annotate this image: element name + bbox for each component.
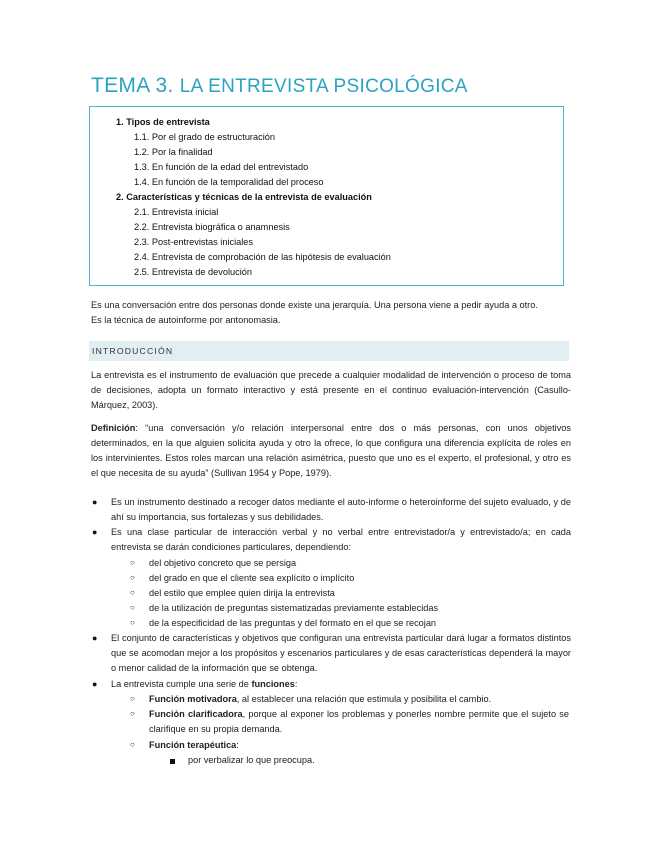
circle-bullet-icon: ○ xyxy=(130,694,135,703)
toc-item: 2.5. Entrevista de devolución xyxy=(134,267,252,277)
toc-item: 2.3. Post-entrevistas iniciales xyxy=(134,237,253,247)
function-label: Función motivadora xyxy=(149,694,237,704)
section-heading-band xyxy=(89,341,569,361)
function-item xyxy=(149,692,491,707)
function-label: Función terapéutica xyxy=(149,740,237,750)
bullet-icon: ● xyxy=(92,527,98,537)
bullet-text: Es un instrumento destinado a recoger datos mediante el auto-informe o heteroinforme del sujeto evaluado, y de ahí su importancia, sus fortalezas y sus debilidades. xyxy=(111,497,571,522)
toc-item: 1.2. Por la finalidad xyxy=(134,147,213,157)
sub-bullet-text: de la utilización de preguntas sistematizadas previamente establecidas xyxy=(149,603,439,613)
square-bullet-icon xyxy=(170,759,175,764)
sub-bullet-text: del objetivo concreto que se persiga xyxy=(149,558,297,568)
circle-bullet-icon: ○ xyxy=(130,603,135,612)
functions-label: funciones xyxy=(251,679,295,689)
definition-text: : “una conversación y/o relación interpersonal entre dos o más personas, con unos objetivos determinados, en la que alguien solicita ayuda y otro la ofrece, lo que configura una diferencia explícita de roles en los intervinientes. Estos roles marcan una relación asimétrica, puesto que uno es el experto, el profesional, y otro es el que necesita de su ayuda” (Sullivan 1954 y Pope, 1979). xyxy=(91,423,571,478)
intro-line: Es una conversación entre dos personas donde existe una jerarquía. Una persona viene a pedir ayuda a otro. xyxy=(91,300,538,310)
title-number: TEMA 3. xyxy=(91,74,174,97)
circle-bullet-icon: ○ xyxy=(130,740,135,749)
sub-bullet-text: del estilo que emplee quien dirija la entrevista xyxy=(149,588,335,598)
function-text: : xyxy=(236,740,239,750)
circle-bullet-icon: ○ xyxy=(130,558,135,567)
toc-item: 1.4. En función de la temporalidad del proceso xyxy=(134,177,324,187)
circle-bullet-icon: ○ xyxy=(130,573,135,582)
circle-bullet-icon: ○ xyxy=(130,588,135,597)
definition-paragraph xyxy=(91,421,571,481)
table-of-contents xyxy=(89,106,564,286)
bullet-text: Es una clase particular de interacción verbal y no verbal entre entrevistador/a y entrevistado/a; en cada entrevista se darán condiciones particulares, dependiendo: xyxy=(111,527,571,552)
intro-line: Es la técnica de autoinforme por antonomasia. xyxy=(91,315,281,325)
sub-bullet-text: del grado en que el cliente sea explícito o implícito xyxy=(149,573,355,583)
definition-label: Definición xyxy=(91,423,136,433)
sub-bullet-text: de la especificidad de las preguntas y del formato en el que se recojan xyxy=(149,618,437,628)
intro-paragraph: La entrevista es el instrumento de evaluación que precede a cualquier modalidad de intervención o proceso de toma de decisiones, adopta un formato interactivo y está presente en el continuo evaluación-intervención (Casullo-Márquez, 2003). xyxy=(91,370,571,410)
bullet-icon: ● xyxy=(92,497,98,507)
bullet-text: El conjunto de características y objetivos que configuran una entrevista particular dará lugar a formatos distintos que se acomodan mejor a los propósitos y escenarios particulares y de esas características dependerá la mayor o menor calidad de la información que se obtenga. xyxy=(111,633,571,673)
function-item xyxy=(149,738,239,753)
section-heading: INTRODUCCIÓN xyxy=(92,346,174,356)
toc-item: 2.1. Entrevista inicial xyxy=(134,207,219,217)
circle-bullet-icon: ○ xyxy=(130,618,135,627)
bullet-text-part: : xyxy=(294,679,298,689)
function-text: , porque al exponer los problemas y ponerles nombre permite que el sujeto se clarifique en su propia demanda. xyxy=(149,709,569,734)
function-text: , al establecer una relación que estimula y posibilita el cambio. xyxy=(236,694,492,704)
sub-function-text: por verbalizar lo que preocupa. xyxy=(188,755,315,765)
toc-item: 1.3. En función de la edad del entrevistado xyxy=(134,162,309,172)
toc-item: 2. Características y técnicas de la entrevista de evaluación xyxy=(116,192,372,202)
bullet-icon: ● xyxy=(92,633,98,643)
circle-bullet-icon: ○ xyxy=(130,709,135,718)
title-text: LA ENTREVISTA PSICOLÓGICA xyxy=(179,76,468,97)
toc-item: 2.4. Entrevista de comprobación de las hipótesis de evaluación xyxy=(134,252,391,262)
bullet-text-part: La entrevista cumple una serie de xyxy=(111,679,252,689)
function-item xyxy=(149,707,569,737)
bullet-text xyxy=(111,677,297,692)
toc-item: 1.1. Por el grado de estructuración xyxy=(134,132,275,142)
page-title xyxy=(91,74,468,98)
function-label: Función clarificadora xyxy=(149,709,243,719)
bullet-icon: ● xyxy=(92,679,98,689)
toc-item: 2.2. Entrevista biográfica o anamnesis xyxy=(134,222,290,232)
toc-item: 1. Tipos de entrevista xyxy=(116,117,210,127)
